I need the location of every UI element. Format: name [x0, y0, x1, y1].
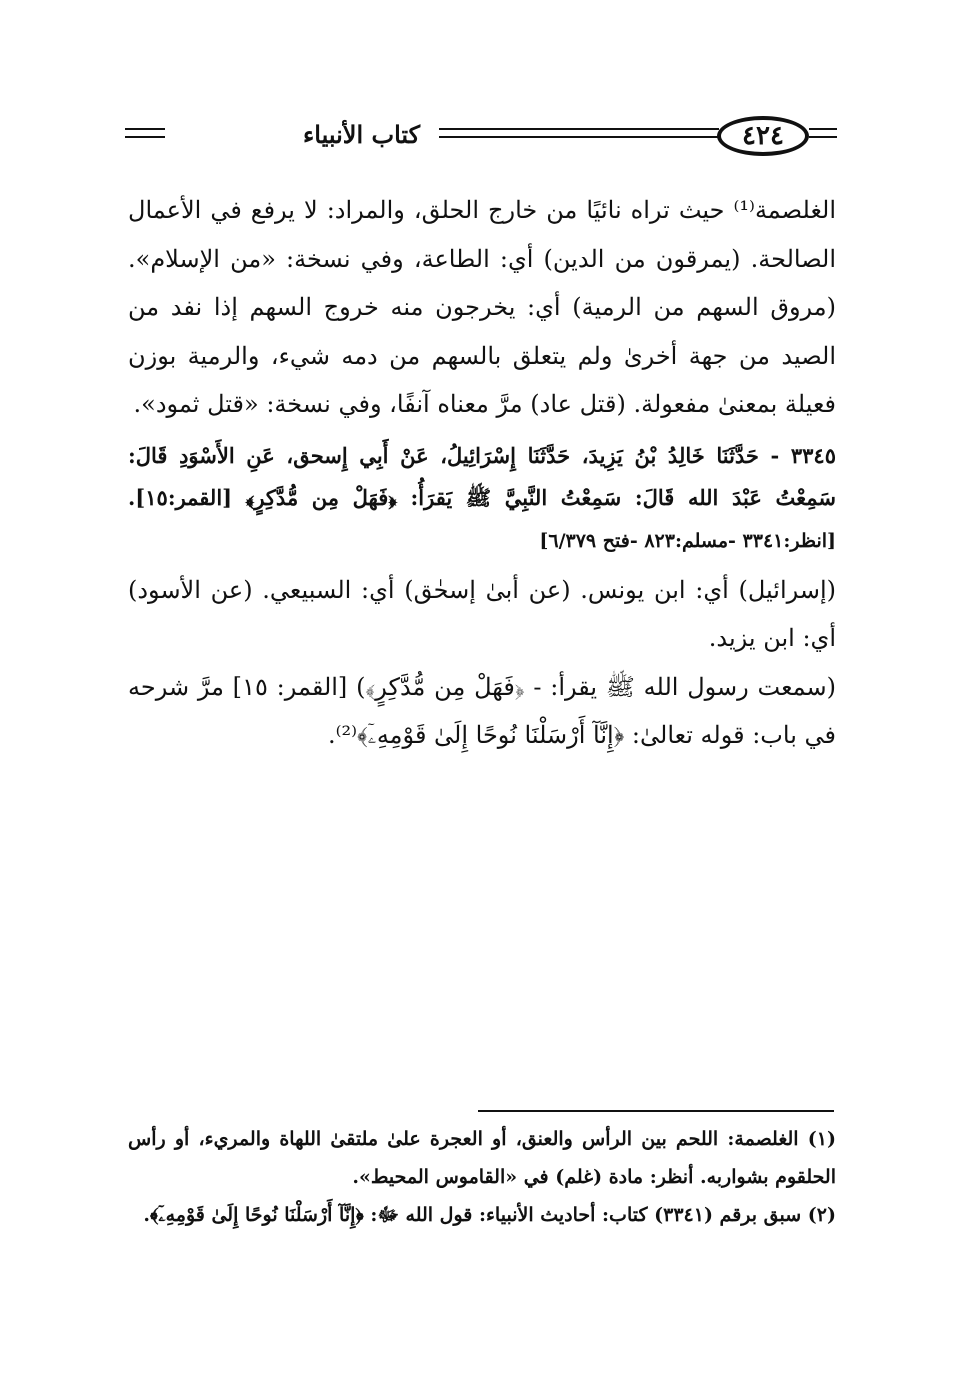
footnote-1: (١) الغلصمة: اللحم بين الرأس والعنق، أو العجرة علىٰ ملتقىٰ اللهاة والمريء، أو رأس الحلقوم بشواربه. أنظر: مادة (غلم) في «القاموس المحيط».	[128, 1128, 836, 1188]
header-rule-mid-top	[439, 128, 719, 130]
footnotes	[128, 1120, 836, 1234]
page-header	[125, 116, 837, 162]
footnote-divider	[478, 1110, 834, 1112]
commentary-paragraph-1: الغلصمة⁽¹⁾ حيث تراه نائيًا من خارج الحلق، والمراد: لا يرفع في الأعمال الصالحة. (يمرقون من الدين) أي: الطاعة، وفي نسخة: «من الإسلام». (مروق السهم من الرمية) أي: يخرجون منه خروج السهم إذا نفد من الصيد من جهة أخرىٰ ولم يتعلق بالسهم من دمه شيء، والرمية بوزن فعيلة بمعنىٰ مفعولة. (قتل عاد) مرَّ معناه آنفًا، وفي نسخة: «قتل ثمود».	[128, 196, 836, 418]
commentary-paragraph-2: (إسرائيل) أي: ابن يونس. (عن أبىٰ إسحٰق) أي: السبيعي. (عن الأسود) أي: ابن يزيد.	[128, 575, 836, 652]
hadith-references: [انظر:٣٣٤١ -مسلم:٨٢٣ -فتح ٦/٣٧٩]	[539, 529, 836, 552]
footnote-2: (٢) سبق برقم (٣٣٤١) كتاب: أحاديث الأنبياء: قول الله ﷻ: ﴿إِنَّآ أَرْسَلْنَا نُوحًا إِلَىٰ قَوْمِهِۦٓ﴾.	[143, 1204, 836, 1226]
hadith-body: ٣٣٤٥ - حَدَّثَنَا خَالِدُ بْنُ يَزِيدَ، حَدَّثَنَا إِسْرَائِيلُ، عَنْ أَبِي إِسحق، عَنِ الأَسْوَدِ قَالَ: سَمِعْتُ عَبْدَ الله قَالَ: سَمِعْتُ النَّبِيَّ ﷺ يَقرَأُ: ﴿فَهَلْ مِن مُّدَّكِرٍ﴾ [القمر:١٥].	[128, 442, 836, 510]
commentary-paragraph-3: (سمعت رسول الله ﷺ يقرأ: - ﴿فَهَلْ مِن مُّدَّكِرٍ﴾) [القمر: ١٥] مرَّ شرحه في باب: قوله تعالىٰ: ﴿إِنَّآ أَرْسَلْنَا نُوحًا إِلَىٰ قَوْمِهِۦٓ﴾⁽²⁾.	[128, 672, 836, 749]
header-rule-left-top	[125, 128, 165, 130]
main-text	[128, 186, 836, 760]
header-rule-right-top	[809, 128, 837, 130]
hadith-text	[128, 435, 836, 562]
header-rule-mid-bottom	[439, 136, 719, 138]
book-title: كتاب الأنبياء	[303, 120, 421, 149]
page-number: ٤٢٤	[717, 116, 809, 156]
header-rule-right-bottom	[809, 136, 837, 138]
header-rule-left-bottom	[125, 136, 165, 138]
